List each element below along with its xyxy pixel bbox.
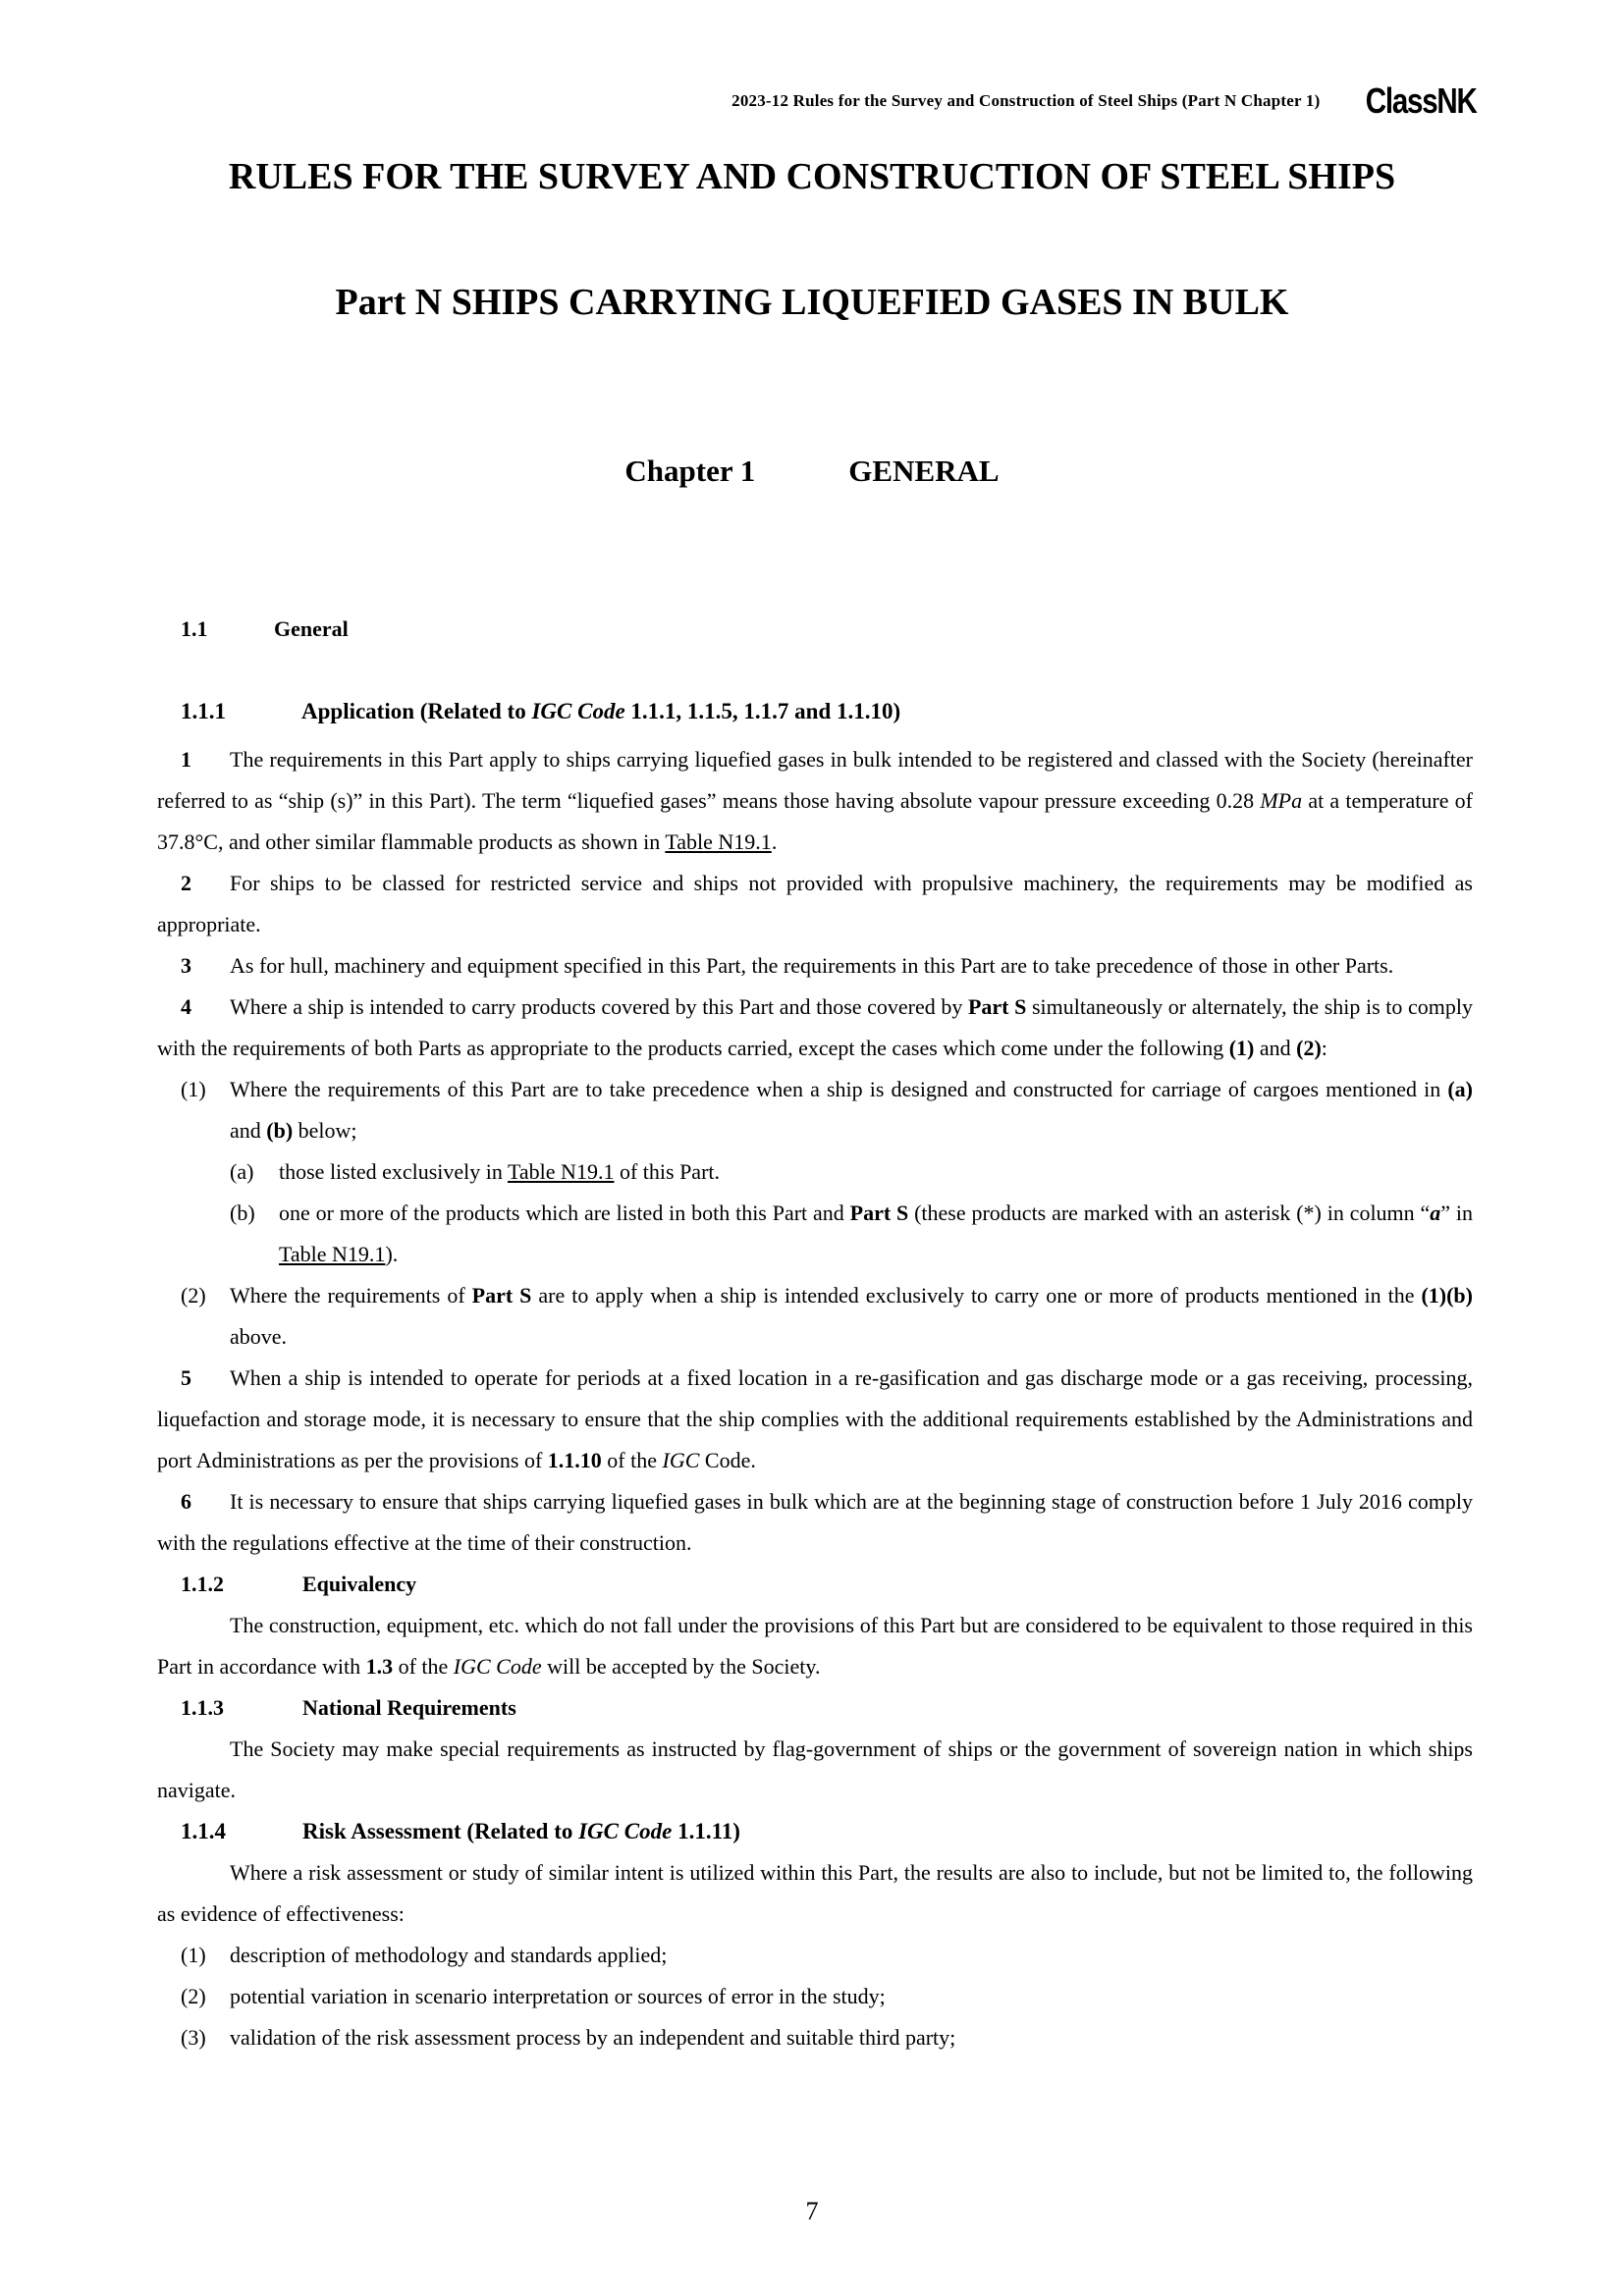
paragraph-4: 4 Where a ship is intended to carry products covered by this Part and those covered by Part S simultaneously or alternately, the ship is to comply with the requirements of both Parts as appropriate to the products carried, except the cases which come under the following (1) and (2):	[157, 994, 1473, 1060]
subsection-number: 1.1.1	[181, 699, 226, 723]
table-link[interactable]: Table N19.1	[508, 1159, 615, 1184]
list-item: (1) Where the requirements of this Part are to take precedence when a ship is designed and constructed for carriage of cargoes mentioned in (a) and (b) below;	[181, 1077, 1473, 1143]
chapter-heading	[0, 454, 1624, 489]
table-link[interactable]: Table N19.1	[279, 1242, 386, 1266]
page-number: 7	[805, 2197, 819, 2225]
paragraph-risk-assessment: Where a risk assessment or study of similar intent is utilized within this Part, the results are also to include, but not be limited to, the following as evidence of effectiveness:	[157, 1860, 1473, 1926]
list-item: (b) one or more of the products which are listed in both this Part and Part S (these products are marked with an asterisk (*) in column “a” in Table N19.1).	[230, 1201, 1474, 1266]
paragraph-equivalency: The construction, equipment, etc. which do not fall under the provisions of this Part but are considered to be equivalent to those required in this Part in accordance with 1.3 of the IGC Code will be accepted by the Society.	[157, 1613, 1473, 1679]
chapter-label: Chapter 1	[624, 454, 756, 488]
paragraph-2: 2 For ships to be classed for restricted service and ships not provided with propulsive machinery, the requirements may be modified as appropriate.	[157, 871, 1473, 936]
subsection-heading-1-1-2: 1.1.2 Equivalency	[181, 1572, 417, 1596]
part-title: Part N SHIPS CARRYING LIQUEFIED GASES IN BULK	[335, 282, 1289, 323]
section-title: General	[274, 616, 349, 641]
running-title: 2023-12 Rules for the Survey and Construction of Steel Ships (Part N Chapter 1)	[731, 91, 1321, 110]
document-title: RULES FOR THE SURVEY AND CONSTRUCTION OF STEEL SHIPS	[228, 156, 1396, 197]
list-item: (2) potential variation in scenario interpretation or sources of error in the study;	[181, 1984, 886, 2008]
paragraph-1: 1 The requirements in this Part apply to ships carrying liquefied gases in bulk intended to be registered and classed with the Society (hereinafter referred to as “ship (s)” in this Part). The term “liquefied gases” means those having absolute vapour pressure exceeding 0.28 MPa at a temperature of 37.8°C, and other similar flammable products as shown in Table N19.1.	[157, 747, 1474, 854]
section-heading	[181, 616, 349, 642]
paragraph-national-requirements: The Society may make special requirements as instructed by flag-government of ships or the government of sovereign nation in which ships navigate.	[157, 1736, 1473, 1802]
section-number: 1.1	[181, 616, 208, 641]
paragraph-6: 6 It is necessary to ensure that ships carrying liquefied gases in bulk which are at the beginning stage of construction before 1 July 2016 comply with the regulations effective at the time of their construction.	[157, 1489, 1473, 1555]
table-link[interactable]: Table N19.1	[665, 829, 772, 854]
list-item: (a) those listed exclusively in Table N19.1 of this Part.	[230, 1159, 721, 1184]
subsection-heading-1-1-3: 1.1.3 National Requirements	[181, 1695, 516, 1720]
running-header	[731, 80, 1477, 122]
paragraph-3: 3 As for hull, machinery and equipment specified in this Part, the requirements in this Part are to take precedence of those in other Parts.	[181, 953, 1394, 978]
paragraph-5: 5 When a ship is intended to operate for periods at a fixed location in a re-gasification and gas discharge mode or a gas receiving, processing, liquefaction and storage mode, it is necessary to ensure that the ship complies with the additional requirements established by the Administrations and port Administrations as per the provisions of 1.1.10 of the IGC Code.	[157, 1365, 1473, 1472]
list-item: (2) Where the requirements of Part S are to apply when a ship is intended exclusively to carry one or more of products mentioned in the (1)(b) above.	[181, 1283, 1473, 1349]
subsection-heading-1-1-4: 1.1.4 Risk Assessment (Related to IGC Code 1.1.11)	[181, 1819, 740, 1843]
body-text	[157, 739, 1473, 2058]
list-item: (3) validation of the risk assessment process by an independent and suitable third party;	[181, 2025, 956, 2050]
chapter-name: GENERAL	[848, 454, 1000, 488]
classnk-logo: ClassNK	[1366, 80, 1477, 121]
subsection-heading-1-1-1: 1.1.1 Application (Related to IGC Code 1.1.1, 1.1.5, 1.1.7 and 1.1.10)	[181, 699, 901, 723]
list-item: (1) description of methodology and standards applied;	[181, 1943, 668, 1967]
